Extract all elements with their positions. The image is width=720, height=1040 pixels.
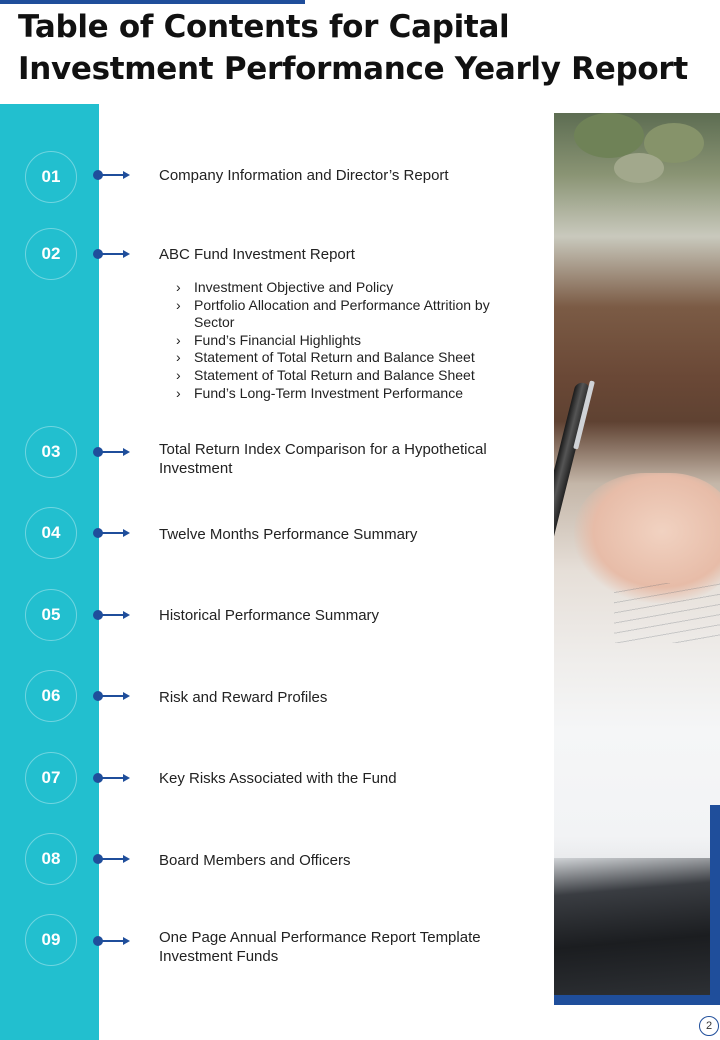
accent-block-bottom [554, 995, 720, 1005]
toc-item-08[interactable]: Board Members and Officers [159, 852, 351, 869]
toc-sublist [176, 279, 516, 402]
toc-item-07[interactable]: Key Risks Associated with the Fund [159, 770, 397, 787]
toc-arrow-icon [93, 170, 133, 180]
toc-item-01[interactable]: Company Information and Director’s Report [159, 167, 449, 184]
toc-subitem[interactable]: › Investment Objective and Policy [176, 279, 394, 295]
toc-number-09: 09 [25, 914, 77, 966]
toc-item-06[interactable]: Risk and Reward Profiles [159, 689, 328, 706]
toc-subitem[interactable]: › Portfolio Allocation and Performance Attrition by Sector [176, 296, 490, 331]
toc-number-07: 07 [25, 752, 77, 804]
toc-arrow-icon [93, 610, 133, 620]
toc-number-03: 03 [25, 426, 77, 478]
toc-item-09[interactable]: One Page Annual Performance Report Template Investment Funds [159, 929, 481, 965]
chevron-right-icon: › [176, 331, 181, 348]
toc-subitem[interactable]: › Statement of Total Return and Balance Sheet [176, 349, 475, 366]
chevron-right-icon: › [176, 349, 181, 366]
toc-subitem[interactable]: › Statement of Total Return and Balance Sheet [176, 366, 475, 383]
toc-number-08: 08 [25, 833, 77, 885]
page-title: Table of Contents for Capital Investment Performance Yearly Report [18, 9, 688, 87]
toc-number-05: 05 [25, 589, 77, 641]
toc-number-02: 02 [25, 228, 77, 280]
toc-number-01: 01 [25, 151, 77, 203]
toc-item-04[interactable]: Twelve Months Performance Summary [159, 526, 418, 543]
toc-subitem[interactable]: › Fund’s Long-Term Investment Performance [176, 384, 463, 401]
toc-subitem[interactable]: › Fund’s Financial Highlights [176, 331, 362, 348]
toc-arrow-icon [93, 249, 133, 259]
toc-item-03[interactable]: Total Return Index Comparison for a Hypothetical Investment [159, 441, 487, 477]
hand-writing-photo [554, 113, 720, 995]
page-number: 2 [699, 1016, 719, 1036]
toc-arrow-icon [93, 773, 133, 783]
toc-arrow-icon [93, 528, 133, 538]
toc-arrow-icon [93, 854, 133, 864]
toc-item-05[interactable]: Historical Performance Summary [159, 607, 380, 624]
toc-arrow-icon [93, 691, 133, 701]
toc-number-04: 04 [25, 507, 77, 559]
toc-arrow-icon [93, 936, 133, 946]
chevron-right-icon: › [176, 279, 181, 295]
toc-item-02[interactable]: ABC Fund Investment Report [159, 246, 355, 263]
chevron-right-icon: › [176, 366, 181, 383]
accent-block-right [710, 805, 720, 1005]
chevron-right-icon: › [176, 384, 181, 401]
toc-number-06: 06 [25, 670, 77, 722]
toc-arrow-icon [93, 447, 133, 457]
chevron-right-icon: › [176, 296, 181, 313]
top-accent-bar [0, 0, 305, 4]
